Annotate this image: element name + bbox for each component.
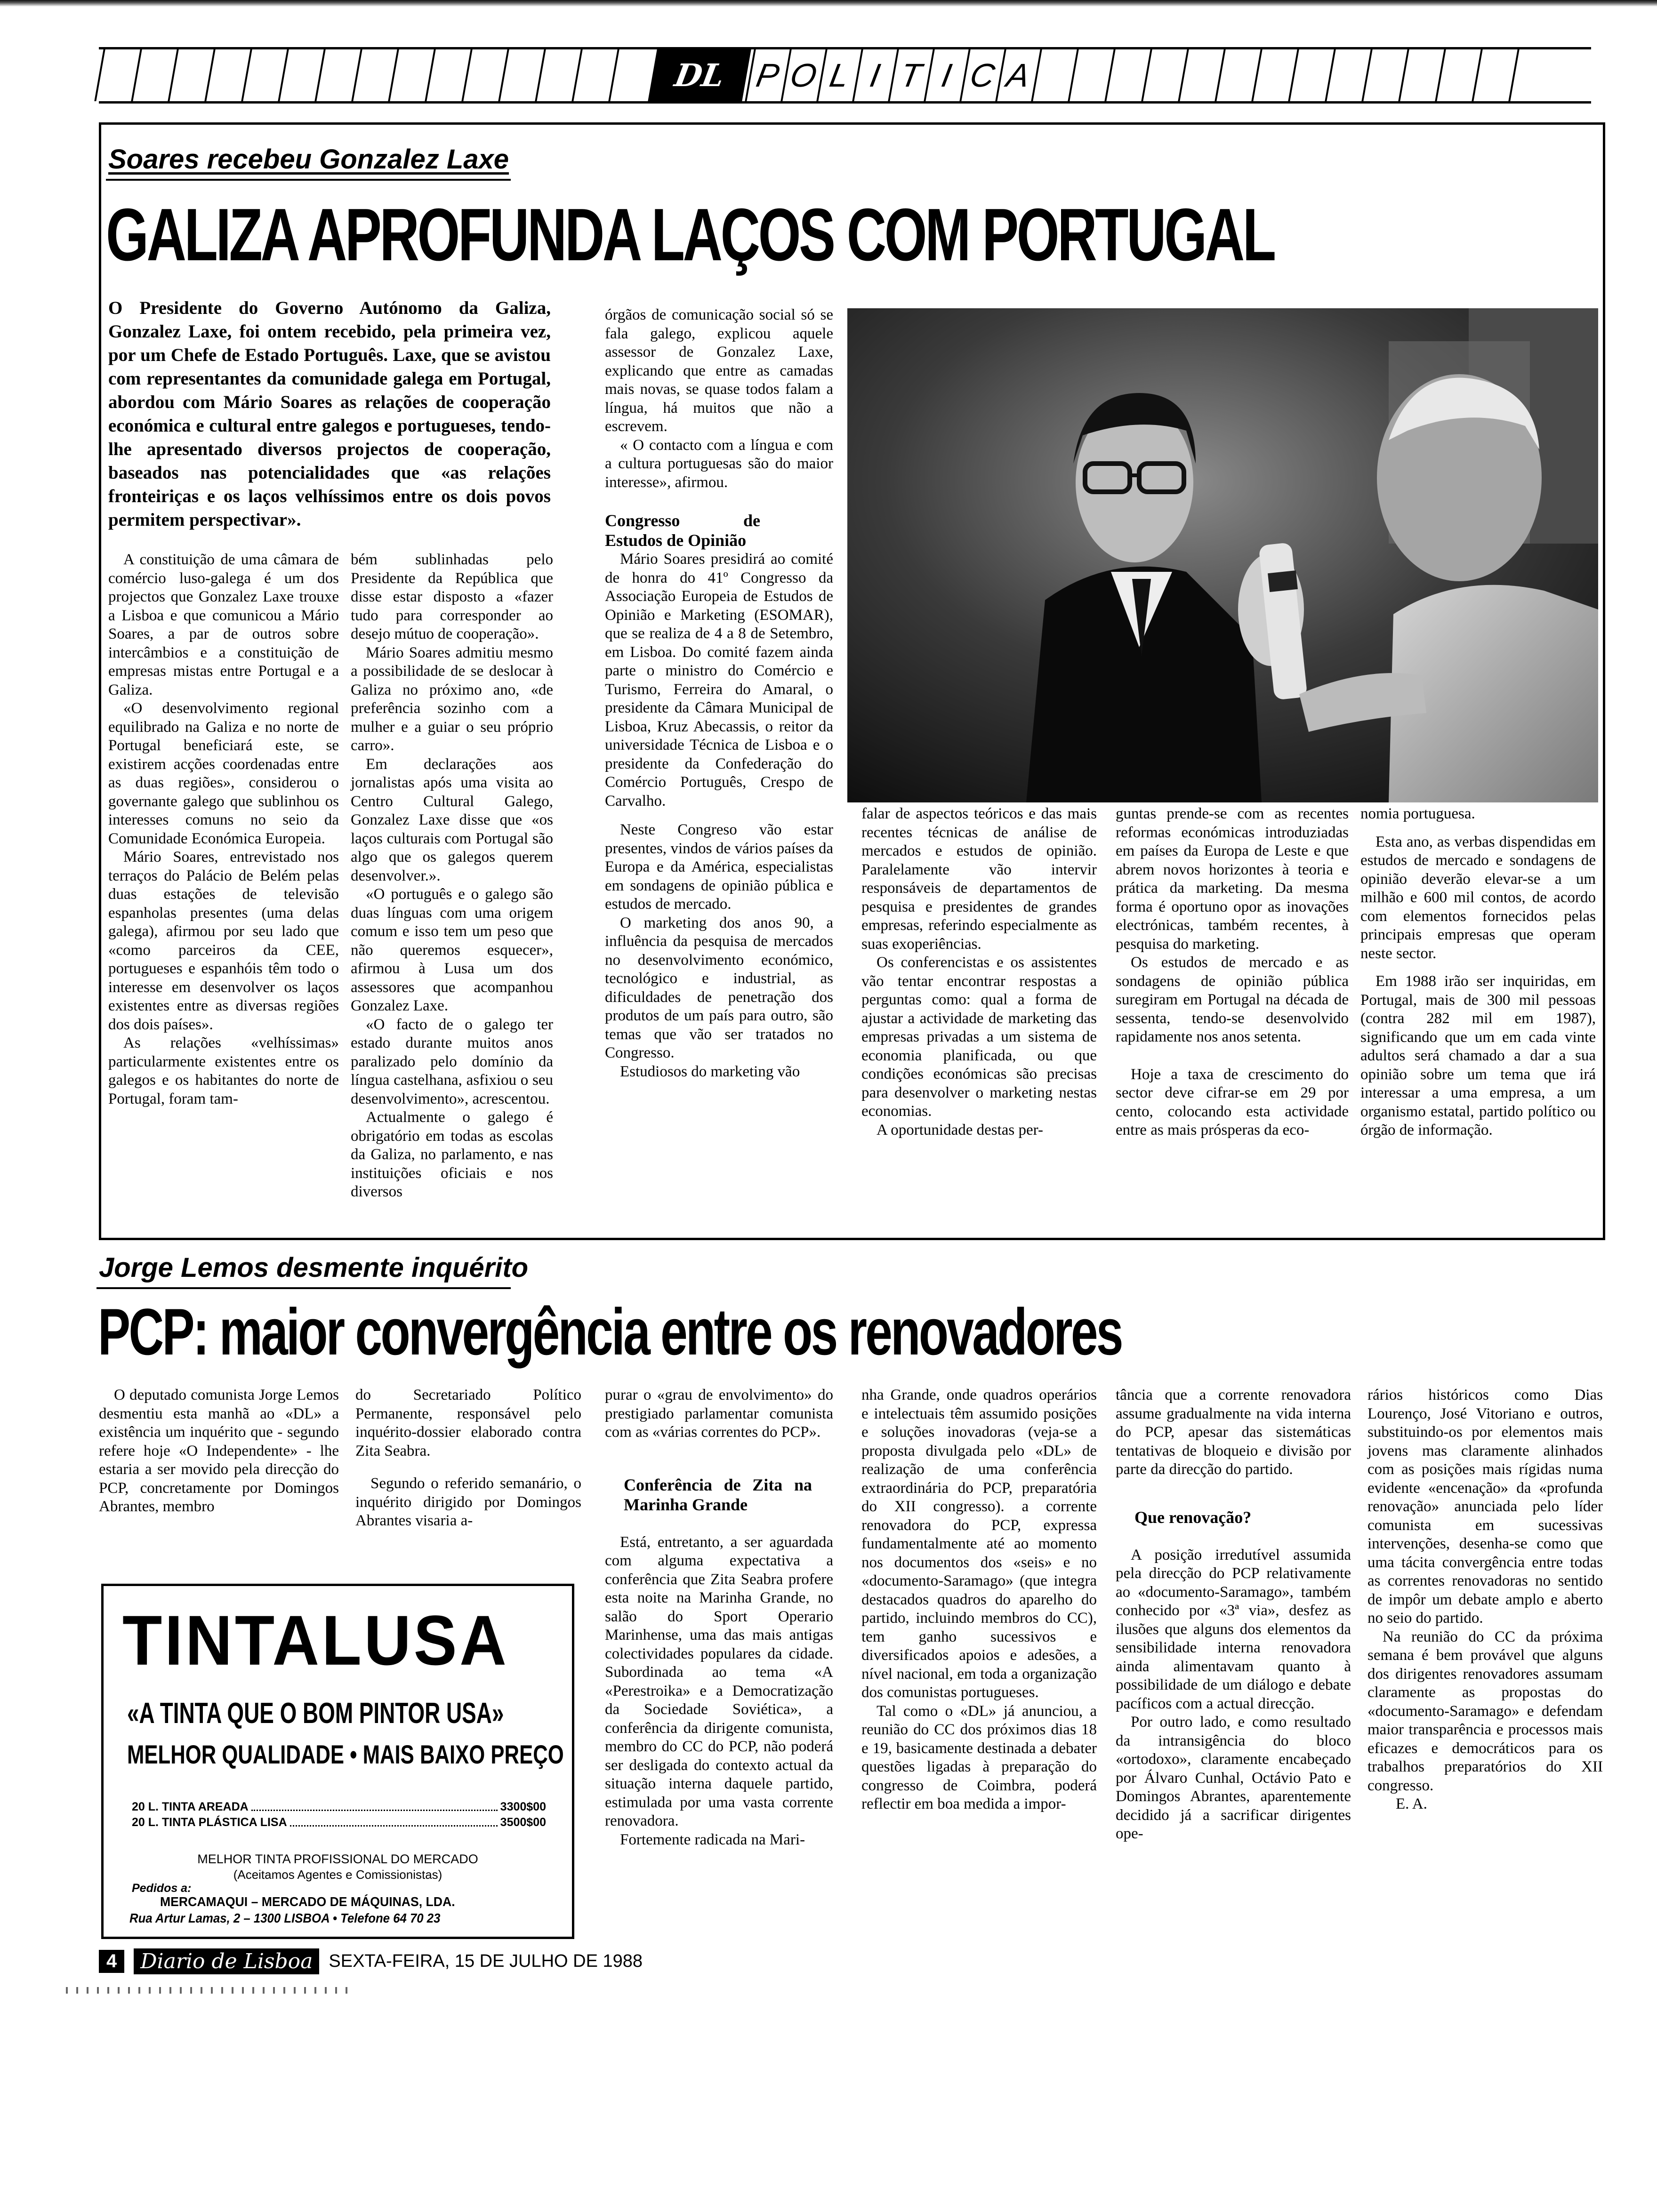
section-letter: C xyxy=(959,49,1004,101)
dot-leader xyxy=(290,1825,498,1827)
signature: E. A. xyxy=(1396,1795,1427,1812)
scan-edge xyxy=(0,0,1657,7)
paragraph: Está, entretanto, a ser aguardada com alguma expectativa a conferência que Zita Seabra profere esta noite na Marinha Grande, no salão do Sport Operario Marinhense, uma das mais antigas colectividades populares da cidade. Subordinada ao tema «A «Perestroika» e a Democratização da Sociedade Soviética», a conferência da dirigente comunista, membro do CC do PCP, não poderá ser desligada do contexto actual da situação interna daquele partido, estimulada por uma vasta corrente renovadora. xyxy=(605,1533,833,1829)
paragraph: nha Grande, onde quadros operários e intelectuais têm assumido posições e soluções inovadoras (veja-se a proposta divulgada pelo «DL» de realização de uma conferência extraordinária do PCP, preparatória do XII congresso). a corrente renovadora do PCP, expressa fundamentalmente até ao momento nos documentos dos «seis» e no «documento-Saramago» (que integra destacados quadros do aparelho do partido, incluindo membros do CC), tem ganho sucessivos e diversificados apoios e adesões, a nível nacional, em toda a organização dos comunistas portugueses. xyxy=(861,1387,1097,1701)
dot-leader xyxy=(251,1810,498,1811)
ad-item-price: 3300$00 xyxy=(500,1800,546,1813)
ad-price-row xyxy=(132,1800,546,1814)
paragraph: A oportunidade destas per- xyxy=(877,1121,1043,1138)
tintalusa-ad xyxy=(101,1584,574,1939)
ad-line2: (Aceitamos Agentes e Comissionistas) xyxy=(233,1867,442,1882)
paragraph: O marketing dos anos 90, a influência da pesquisa de mercados no desenvolvimento económico, tecnológico e industrial, as dificuldades de penetração dos produtos de um país para outro, são temas que vão ser tratados no Congresso. xyxy=(605,914,833,1061)
photo-soares-laxe xyxy=(847,308,1598,802)
article2-column-5 xyxy=(1116,1386,1351,1843)
paragraph: bém sublinhadas pelo Presidente da República que disse estar disposto a «fazer tudo para corresponder ao desejo mútuo de cooperação». xyxy=(351,551,553,642)
section-header xyxy=(99,47,1591,104)
ad-price-row xyxy=(132,1816,546,1829)
article2-column-4 xyxy=(861,1386,1097,1814)
paragraph: Em 1988 irão ser inquiridas, em Portugal, mais de 300 mil pessoas (contra 282 mil em 1987), significando que um em cada vinte adultos será chamado a dar a sua opinião sobre um tema que irá interessar a uma empresa, a um organismo estatal, partido político ou órgão de informação. xyxy=(1360,973,1596,1138)
article1-column-5 xyxy=(1116,805,1349,1140)
ad-item-name: 20 L. TINTA PLÁSTICA LISA xyxy=(132,1816,287,1829)
dl-logo: DL xyxy=(648,49,751,101)
article2-column-6 xyxy=(1367,1386,1603,1814)
article2-column-2 xyxy=(355,1386,581,1531)
article2-kicker: Jorge Lemos desmente inquérito xyxy=(99,1252,529,1283)
paragraph: « O contacto com a língua e com a cultura portuguesas são do maior interesse», afirmou. xyxy=(605,436,833,491)
issue-date: SEXTA-FEIRA, 15 DE JULHO DE 1988 xyxy=(329,1951,643,1971)
article2-column-3 xyxy=(605,1386,833,1849)
article1-column-2 xyxy=(351,551,553,1202)
paragraph: Os estudos de mercado e as sondagens de opinião pública suregiram em Portugal na década de sessenta, tendo-se desenvolvido rapidamente nos anos setenta. xyxy=(1116,954,1349,1045)
paragraph: «O português e o galego são duas línguas com uma origem comum e isso tem um peso que não queremos esquecer», afirmou à Lusa um dos assessores que acompanhou Gonzalez Laxe. xyxy=(351,886,553,1014)
article1-lead: O Presidente do Governo Autónomo da Galiza, Gonzalez Laxe, foi ontem recebido, pela primeira vez, por um Chefe de Estado Português. Laxe, que se avistou com representantes da comunidade galega em Portugal, abordou com Mário Soares as relações de cooperação económica e cultural entre galegos e portugueses, tendo-lhe apresentado diversos projectos de cooperação, baseados nas potencialidades que «as relações fronteiriças e os laços velhíssimos entre os dois povos permitem perspectivar». xyxy=(108,298,551,530)
paragraph: Neste Congreso vão estar presentes, vindos de vários países da Europa e da América, especialistas em sondagens de opinião pública e estudos de mercado. xyxy=(605,821,833,913)
article1-column-6 xyxy=(1360,805,1596,1140)
section-letter: L xyxy=(816,49,861,101)
article1-column-3 xyxy=(605,306,833,1081)
paragraph: do Secretariado Político Permanente, responsável pelo inquérito-dossier elaborado contra Zita Seabra. xyxy=(355,1387,581,1459)
paragraph: tância que a corrente renovadora assume gradualmente na vida interna do PCP, apesar das sistemáticas tentativas de bloqueio e divisão por parte da direcção do partido. xyxy=(1116,1387,1351,1478)
article2-headline: PCP: maior convergência entre os renovadores xyxy=(98,1295,1122,1369)
ad-price-list xyxy=(132,1800,546,1829)
ad-brand: TINTALUSA xyxy=(122,1601,509,1680)
ad-pedidos: Pedidos a: xyxy=(132,1882,192,1895)
paragraph: falar de aspectos teóricos e das mais recentes técnicas de análise de mercados e estudos de opinião. Paralelamente vão intervir responsáveis de departamentos de pesquisa e presidentes de grandes empresas, referindo especialmente as suas exoperiências. xyxy=(861,805,1097,953)
paragraph: Segundo o referido semanário, o inquérito dirigido por Domingos Abrantes visaria a- xyxy=(355,1475,581,1529)
paragraph: A constituição de uma câmara de comércio luso-galega é um dos projectos que Gonzalez Laxe trouxe a Lisboa e que comunicou a Mário Soares, a par de outros sobre intercâmbios e a constituição de empresas mistas entre Portugal e a Galiza. xyxy=(108,551,339,698)
photo-image xyxy=(847,308,1598,802)
ad-line1: MELHOR TINTA PROFISSIONAL DO MERCADO xyxy=(197,1852,478,1866)
paragraph: guntas prende-se com as recentes reformas económicas introduziadas em países da Europa de Leste e que abrem novos horizontes à teoria e prática da marketing. Da mesma forma é oportuno opor as inovações electrónicas, também recentes, à pesquisa do marketing. xyxy=(1116,805,1349,953)
paragraph: Mário Soares presidirá ao comité de honra do 41º Congresso da Associação Europeia de Estudos de Opinião e Marketing (ESOMAR), que se realiza de 4 a 8 de Setembro, em Lisboa. Do comité fazem ainda parte o ministro do Comércio e Turismo, Ferreira do Amaral, o presidente da Câmara Municipal de Lisboa, Kruz Abecassis, o reitor da universidade Técnica de Lisboa e o presidente da Confederação do Comércio Português, Crespo de Carvalho. xyxy=(605,551,833,809)
ad-address: Rua Artur Lamas, 2 – 1300 LISBOA • Telefone 64 70 23 xyxy=(129,1911,441,1925)
ad-slogan: «A TINTA QUE O BOM PINTOR USA» xyxy=(127,1697,504,1730)
ad-item-name: 20 L. TINTA AREADA xyxy=(132,1800,249,1813)
paragraph: Por outro lado, e como resultado da intransigência do bloco «ortodoxo», claramente encabeçado por Álvaro Cunhal, Octávio Pato e Domingos Abrantes, aparentemente decidido já a sacrificar dirigentes ope- xyxy=(1116,1714,1351,1842)
masthead: Diario de Lisboa xyxy=(134,1948,319,1974)
article1-column-1 xyxy=(108,551,339,1108)
paragraph: Hoje a taxa de crescimento do sector deve cifrar-se em 29 por cento, colocando esta actividade entre as mais prósperas da eco- xyxy=(1116,1066,1349,1138)
paragraph: «O desenvolvimento regional equilibrado na Galiza e no norte de Portugal beneficiará este, se existirem acções coordenadas entre as duas regiões», considerou o governante galego que sublinhou os interesses comuns no seio da Comunidade Económica Europeia. xyxy=(108,700,339,847)
paragraph: «O facto de o galego ter estado durante muitos anos paralizado pelo domínio da língua castelhana, asfixiou o seu desenvolvimento», acrescentou. xyxy=(351,1016,553,1107)
subhead-congresso: Congresso de Estudos de Opinião xyxy=(605,511,760,550)
section-letter: O xyxy=(780,49,825,101)
section-letter: I xyxy=(924,49,968,101)
subhead-renovacao: Que renovação? xyxy=(1134,1507,1252,1527)
paragraph: nomia portuguesa. xyxy=(1360,805,1475,822)
kicker-rule xyxy=(106,179,511,181)
print-specks xyxy=(66,1987,348,1994)
page-number: 4 xyxy=(99,1950,124,1973)
ad-item-price: 3500$00 xyxy=(500,1816,546,1829)
page-footer xyxy=(99,1948,758,1974)
paragraph: purar o «grau de envolvimento» do prestigiado parlamentar comunista com as «várias correntes do PCP». xyxy=(605,1387,833,1441)
paragraph: rários históricos como Dias Lourenço, José Vitoriano e outros, substituindo-os por elementos mais jovens mas claramente alinhados com as posições mais rígidas numa evidente «encenação» da «profunda renovação» anunciada pelo líder comunista em sucessivas intervenções, desenha-se como que uma tácita convergência entre todas as correntes renovadoras no sentido de impôr um debate amplo e aberto no seio do partido. xyxy=(1367,1387,1603,1627)
ad-tagline: MELHOR QUALIDADE • MAIS BAIXO PREÇO xyxy=(127,1739,564,1769)
article1-column-4 xyxy=(861,805,1097,1139)
paragraph: Mário Soares admitiu mesmo a possibilidade de se deslocar à Galiza no próximo ano, «de preferência sozinho com a mulher e a guiar o seu próprio carro». xyxy=(351,644,553,754)
paragraph: órgãos de comunicação social só se fala galego, explicou aquele assessor de Gonzalez Laxe, explicando que entre as camadas mais novas, se quase todos falam a língua, há muitos que não a escrevem. xyxy=(605,306,833,435)
paragraph: Actualmente o galego é obrigatório em todas as escolas da Galiza, no parlamento, e nas instituições oficiais e nos diversos xyxy=(351,1109,553,1200)
paragraph: Esta ano, as verbas dispendidas em estudos de mercado e sondagens de opinião deverão elevar-se a um milhão e 600 mil contos, de acordo com elementos fornecidos pelas principais empresas que operam neste sector. xyxy=(1360,833,1596,962)
kicker-rule xyxy=(97,1287,511,1289)
ad-company: MERCAMAQUI – MERCADO DE MÁQUINAS, LDA. xyxy=(160,1894,455,1909)
paragraph: Na reunião do CC da próxima semana é bem provável que alguns dos dirigentes renovadores assumam claramente as propostas do «documento-Saramago» e defendam maior transparência e processos mais eficazes e democráticos para os trabalhos preparatórios do XII congresso. xyxy=(1367,1628,1603,1794)
section-letter: P xyxy=(745,49,789,101)
paragraph: Em declarações aos jornalistas após uma visita ao Centro Cultural Galego, Gonzalez Laxe disse que «os laços culturais com Portugal são algo que os galegos querem desenvolver.». xyxy=(351,755,553,884)
article1-kicker: Soares recebeu Gonzalez Laxe xyxy=(108,144,509,175)
section-letter: I xyxy=(852,49,897,101)
paragraph: O deputado comunista Jorge Lemos desmentiu esta manhã ao «DL» a existência um inquérito que - segundo refere hoje «O Independente» - lhe estaria a ser movido pela direcção do PCP, concretamente por Domingos Abrantes, membro xyxy=(99,1387,339,1515)
article2-column-1 xyxy=(99,1386,339,1516)
paragraph: As relações «velhíssimas» particularmente existentes entre os galegos e os habitantes do norte de Portugal, foram tam- xyxy=(108,1034,339,1107)
paragraph: Mário Soares, entrevistado nos terraços do Palácio de Belém pelas duas estações de televisão espanholas presentes (uma delas galega), afirmou por seu lado que «como parceiros da CEE, portugueses e espanhóis têm todo o interesse em desenvolver os laços existentes entre as diversas regiões dos dois países». xyxy=(108,849,339,1033)
paragraph: Estudiosos do marketing vão xyxy=(620,1063,800,1080)
paragraph: Os conferencistas e os assistentes vão tentar encontrar respostas a perguntas como: qual a forma de ajustar a actividade de marketing das empresas privadas a um sistema de economia planificada, ou que condições económicas são precisas para desenvolver o marketing nestas economias. xyxy=(861,954,1097,1120)
paragraph: A posição irredutível assumida pela direcção do PCP relativamente ao «documento-Saramago», também conhecido por «3ª via», desfez as ilusões que alguns dos elementos da sensibilidade interna renovadora ainda alimentavam quanto à possibilidade de um diálogo e debate pacíficos com a actual direcção. xyxy=(1116,1546,1351,1712)
paragraph: Tal como o «DL» já anunciou, a reunião do CC dos próximos dias 18 e 19, basicamente destinada a debater questões ligadas à preparação do congresso de Coimbra, poderá reflectir em boa medida a impor- xyxy=(861,1702,1097,1812)
article1-headline: GALIZA APROFUNDA LAÇOS COM PORTUGAL xyxy=(106,193,1274,276)
section-letter: A xyxy=(995,49,1040,101)
paragraph: Fortemente radicada na Mari- xyxy=(620,1831,805,1848)
subhead-zita: Conferência de Zita na Marinha Grande xyxy=(624,1475,812,1514)
section-letter: T xyxy=(888,49,933,101)
